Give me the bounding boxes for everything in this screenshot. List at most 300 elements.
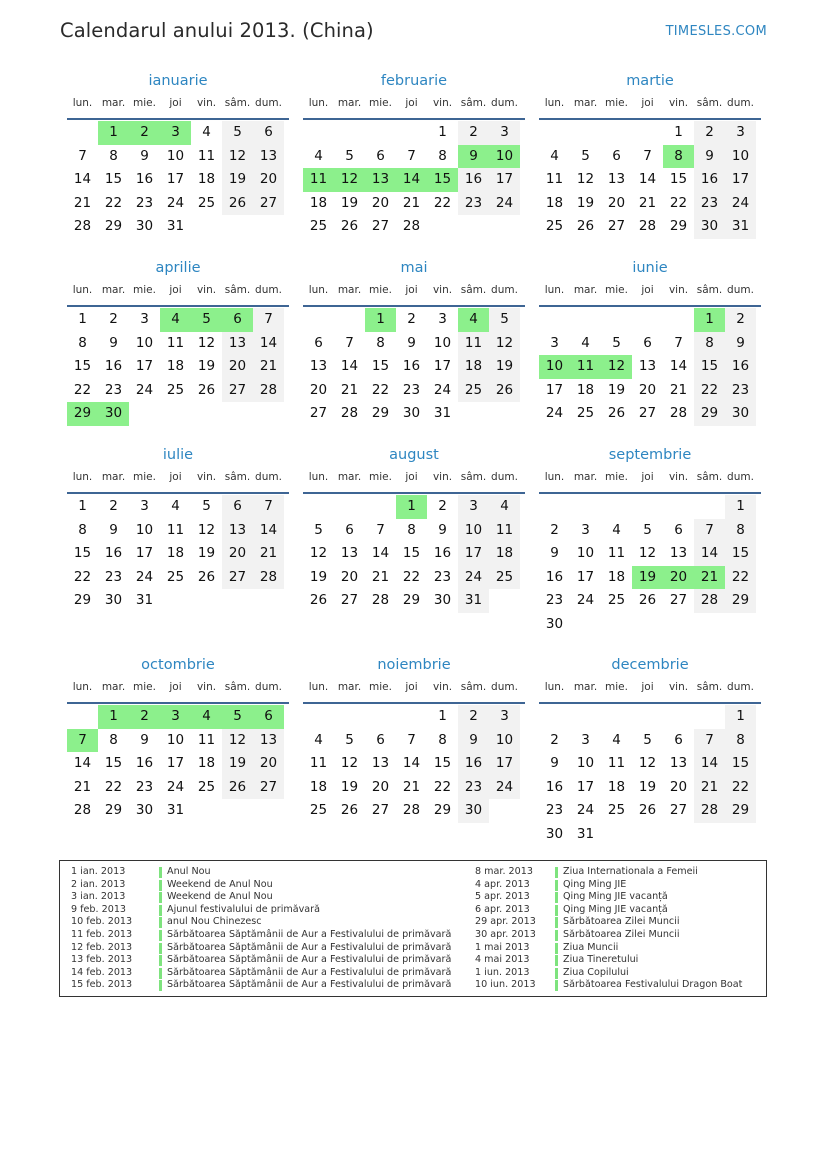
day-cell: 15: [371, 358, 390, 375]
day-cell: 9: [140, 147, 149, 164]
day-cell: 15: [725, 542, 756, 566]
day-cell: 26: [222, 776, 253, 800]
day-cell: 6: [222, 308, 253, 332]
day-cell: 2: [129, 705, 160, 729]
weekday-label: dum.: [255, 97, 282, 109]
day-cell: 24: [725, 192, 756, 216]
day-cell: 23: [725, 379, 756, 403]
day-cell: 11: [607, 755, 626, 772]
empty-cell: [601, 121, 632, 145]
day-cell: 4: [458, 308, 489, 332]
legend-marker: [159, 955, 162, 966]
day-cell: 7: [376, 521, 385, 538]
empty-cell: [601, 705, 632, 729]
day-cell: 18: [309, 778, 328, 795]
weekday-header: [303, 681, 525, 704]
weekday-label: lun.: [544, 471, 565, 483]
day-cell: 18: [166, 358, 185, 375]
day-cell: 31: [166, 802, 185, 819]
day-cell: 18: [458, 355, 489, 379]
empty-cell: [539, 121, 570, 145]
month-decembrie: [539, 657, 761, 847]
empty-cell: [67, 705, 98, 729]
legend-marker: [159, 880, 162, 891]
weekday-label: mar.: [573, 97, 598, 109]
legend-date: 11 feb. 2013: [71, 928, 133, 940]
day-cell: 5: [489, 308, 520, 332]
day-cell: 7: [694, 519, 725, 543]
legend-date: 30 apr. 2013: [475, 928, 536, 940]
day-cell: 4: [314, 731, 323, 748]
day-cell: 21: [73, 778, 92, 795]
day-cell: 29: [725, 799, 756, 823]
legend-holiday-name: Ziua Copilului: [563, 966, 629, 978]
day-grid: [67, 494, 284, 613]
day-cell: 8: [438, 147, 447, 164]
day-cell: 19: [222, 752, 253, 776]
day-cell: 8: [438, 731, 447, 748]
weekday-header: [539, 97, 761, 120]
legend-date: 12 feb. 2013: [71, 941, 133, 953]
day-cell: 21: [638, 194, 657, 211]
day-cell: 3: [458, 495, 489, 519]
day-cell: 6: [376, 731, 385, 748]
day-cell: 19: [638, 778, 657, 795]
day-cell: 21: [669, 381, 688, 398]
empty-cell: [67, 121, 98, 145]
day-cell: 12: [222, 729, 253, 753]
legend-date: 4 apr. 2013: [475, 878, 530, 890]
empty-cell: [334, 495, 365, 519]
day-cell: 1: [725, 495, 756, 519]
day-cell: 9: [109, 521, 118, 538]
day-cell: 8: [694, 332, 725, 356]
day-cell: 15: [725, 752, 756, 776]
day-cell: 11: [166, 334, 185, 351]
day-cell: 17: [135, 358, 154, 375]
day-cell: 16: [433, 545, 452, 562]
day-cell: 29: [402, 592, 421, 609]
day-cell: 5: [643, 521, 652, 538]
day-cell: 30: [458, 799, 489, 823]
day-cell: 3: [160, 705, 191, 729]
day-cell: 18: [489, 542, 520, 566]
day-cell: 8: [109, 147, 118, 164]
legend-marker: [555, 980, 558, 991]
day-cell: 13: [669, 545, 688, 562]
day-cell: 21: [340, 381, 359, 398]
day-cell: 30: [545, 615, 564, 632]
day-cell: 2: [129, 121, 160, 145]
month-name: iunie: [632, 260, 668, 276]
empty-cell: [570, 308, 601, 332]
empty-cell: [539, 308, 570, 332]
day-cell: 6: [643, 334, 652, 351]
day-cell: 3: [550, 334, 559, 351]
day-cell: 28: [669, 405, 688, 422]
weekday-label: dum.: [255, 284, 282, 296]
day-cell: 11: [166, 521, 185, 538]
weekday-label: mie.: [605, 471, 628, 483]
day-cell: 24: [576, 802, 595, 819]
day-cell: 19: [340, 194, 359, 211]
weekday-label: vin.: [432, 284, 453, 296]
day-cell: 25: [166, 381, 185, 398]
weekday-header: [539, 284, 761, 307]
weekday-label: lun.: [308, 471, 329, 483]
weekday-header: [67, 681, 289, 704]
weekday-label: mar.: [337, 681, 362, 693]
day-cell: 15: [104, 755, 123, 772]
day-cell: 31: [458, 589, 489, 613]
day-cell: 31: [135, 592, 154, 609]
weekday-label: sâm.: [460, 97, 487, 109]
day-cell: 22: [725, 566, 756, 590]
day-cell: 8: [78, 334, 87, 351]
day-cell: 12: [197, 521, 216, 538]
day-cell: 18: [607, 568, 626, 585]
site-link[interactable]: TIMESLES.COM: [665, 24, 767, 39]
weekday-label: mar.: [573, 284, 598, 296]
day-cell: 16: [104, 545, 123, 562]
day-cell: 20: [371, 778, 390, 795]
day-cell: 27: [371, 802, 390, 819]
day-cell: 7: [345, 334, 354, 351]
weekday-label: vin.: [668, 97, 689, 109]
day-cell: 7: [67, 729, 98, 753]
weekday-label: dum.: [491, 284, 518, 296]
day-cell: 25: [309, 218, 328, 235]
weekday-label: lun.: [308, 97, 329, 109]
weekday-label: dum.: [255, 681, 282, 693]
day-cell: 25: [197, 778, 216, 795]
legend-holiday-name: Ziua Tineretului: [563, 954, 639, 966]
day-cell: 27: [222, 379, 253, 403]
day-cell: 4: [160, 308, 191, 332]
legend-marker: [555, 917, 558, 928]
day-cell: 30: [694, 215, 725, 239]
legend-holiday-name: Sărbătoarea Săptămânii de Aur a Festivalului de primăvară: [167, 954, 452, 966]
legend-marker: [555, 930, 558, 941]
day-cell: 26: [638, 802, 657, 819]
day-cell: 4: [171, 498, 180, 514]
day-cell: 17: [576, 778, 595, 795]
day-cell: 26: [197, 568, 216, 585]
day-cell: 15: [427, 168, 458, 192]
day-cell: 16: [135, 755, 154, 772]
day-cell: 27: [607, 218, 626, 235]
weekday-label: lun.: [544, 284, 565, 296]
day-cell: 22: [104, 194, 123, 211]
day-cell: 30: [104, 592, 123, 609]
day-cell: 9: [550, 545, 559, 562]
day-cell: 14: [253, 519, 284, 543]
day-cell: 19: [489, 355, 520, 379]
legend-holiday-name: Sărbătoarea Săptămânii de Aur a Festivalului de primăvară: [167, 966, 452, 978]
legend-date: 5 apr. 2013: [475, 891, 530, 903]
weekday-label: mie.: [133, 471, 156, 483]
weekday-label: sâm.: [224, 284, 251, 296]
empty-cell: [396, 121, 427, 145]
day-grid: [303, 494, 520, 613]
day-cell: 27: [253, 192, 284, 216]
day-cell: 17: [725, 168, 756, 192]
month-name: aprilie: [155, 260, 201, 276]
weekday-header: [539, 681, 761, 704]
day-cell: 1: [438, 708, 447, 724]
day-cell: 10: [489, 145, 520, 169]
day-cell: 10: [166, 147, 185, 164]
legend-marker: [555, 905, 558, 916]
day-cell: 20: [253, 752, 284, 776]
legend-marker: [555, 867, 558, 878]
day-cell: 25: [576, 405, 595, 422]
day-cell: 11: [458, 332, 489, 356]
legend-date: 8 mar. 2013: [475, 866, 533, 877]
legend-marker: [159, 892, 162, 903]
weekday-label: dum.: [727, 97, 754, 109]
day-cell: 5: [202, 498, 211, 514]
month-name: august: [389, 447, 439, 463]
day-cell: 14: [638, 171, 657, 188]
day-cell: 8: [407, 521, 416, 538]
month-name: mai: [400, 260, 428, 276]
day-cell: 28: [694, 799, 725, 823]
day-cell: 19: [607, 381, 626, 398]
day-cell: 2: [407, 311, 416, 327]
weekday-label: vin.: [668, 284, 689, 296]
day-cell: 5: [345, 147, 354, 164]
weekday-header: [67, 97, 289, 120]
day-cell: 17: [458, 542, 489, 566]
day-cell: 15: [694, 355, 725, 379]
day-cell: 22: [433, 194, 452, 211]
day-cell: 4: [612, 521, 621, 538]
day-cell: 2: [725, 308, 756, 332]
empty-cell: [570, 495, 601, 519]
weekday-label: vin.: [668, 471, 689, 483]
day-grid: [303, 704, 520, 823]
day-cell: 3: [140, 498, 149, 514]
day-cell: 10: [576, 755, 595, 772]
day-cell: 21: [73, 194, 92, 211]
day-cell: 25: [458, 379, 489, 403]
day-cell: 26: [489, 379, 520, 403]
day-cell: 5: [581, 147, 590, 164]
day-cell: 29: [433, 802, 452, 819]
empty-cell: [303, 308, 334, 332]
day-cell: 28: [253, 566, 284, 590]
day-cell: 2: [109, 498, 118, 514]
day-cell: 16: [694, 168, 725, 192]
legend-holiday-name: Ziua Muncii: [563, 941, 619, 953]
weekday-label: vin.: [196, 97, 217, 109]
day-cell: 1: [674, 124, 683, 140]
weekday-label: lun.: [72, 471, 93, 483]
day-cell: 11: [197, 147, 216, 164]
day-cell: 24: [458, 566, 489, 590]
weekday-label: mar.: [101, 97, 126, 109]
day-grid: [539, 307, 756, 426]
weekday-label: sâm.: [224, 681, 251, 693]
empty-cell: [632, 121, 663, 145]
legend-date: 1 ian. 2013: [71, 866, 126, 877]
day-cell: 23: [458, 776, 489, 800]
weekday-label: mie.: [133, 284, 156, 296]
day-cell: 22: [402, 568, 421, 585]
month-name: noiembrie: [377, 657, 451, 673]
weekday-label: vin.: [196, 284, 217, 296]
weekday-label: lun.: [72, 284, 93, 296]
day-grid: [67, 120, 284, 239]
day-cell: 16: [458, 752, 489, 776]
day-cell: 26: [340, 218, 359, 235]
day-cell: 26: [309, 592, 328, 609]
day-grid: [539, 494, 756, 637]
day-cell: 9: [458, 145, 489, 169]
day-grid: [303, 307, 520, 426]
day-cell: 18: [197, 171, 216, 188]
day-cell: 1: [725, 705, 756, 729]
day-cell: 5: [612, 334, 621, 351]
day-grid: [67, 704, 284, 823]
weekday-label: mar.: [101, 471, 126, 483]
legend-marker: [159, 930, 162, 941]
day-cell: 24: [489, 776, 520, 800]
day-cell: 11: [303, 168, 334, 192]
day-cell: 24: [433, 381, 452, 398]
day-cell: 21: [402, 778, 421, 795]
day-cell: 20: [607, 194, 626, 211]
legend-date: 1 mai 2013: [475, 941, 530, 953]
empty-cell: [303, 121, 334, 145]
day-cell: 3: [438, 311, 447, 327]
day-cell: 12: [340, 755, 359, 772]
day-cell: 11: [489, 519, 520, 543]
day-cell: 12: [197, 334, 216, 351]
empty-cell: [334, 705, 365, 729]
weekday-label: dum.: [727, 471, 754, 483]
day-cell: 19: [576, 194, 595, 211]
day-cell: 26: [638, 592, 657, 609]
day-cell: 22: [73, 568, 92, 585]
day-cell: 22: [371, 381, 390, 398]
weekday-label: sâm.: [224, 471, 251, 483]
legend-holiday-name: Sărbătoarea Zilei Muncii: [563, 916, 680, 928]
day-cell: 31: [725, 215, 756, 239]
day-cell: 13: [222, 519, 253, 543]
month-name: ianuarie: [148, 73, 208, 89]
day-cell: 12: [489, 332, 520, 356]
weekday-label: lun.: [544, 681, 565, 693]
day-cell: 27: [669, 802, 688, 819]
day-cell: 2: [550, 731, 559, 748]
weekday-label: vin.: [432, 681, 453, 693]
day-cell: 1: [78, 311, 87, 327]
weekday-label: vin.: [196, 471, 217, 483]
day-cell: 19: [197, 545, 216, 562]
day-cell: 9: [140, 731, 149, 748]
weekday-label: dum.: [727, 284, 754, 296]
legend-marker: [555, 955, 558, 966]
weekday-label: vin.: [196, 681, 217, 693]
weekday-label: joi: [641, 471, 654, 483]
weekday-label: mar.: [573, 681, 598, 693]
day-cell: 20: [669, 778, 688, 795]
weekday-label: mar.: [337, 284, 362, 296]
day-cell: 25: [545, 218, 564, 235]
empty-cell: [694, 495, 725, 519]
legend-holiday-name: Weekend de Anul Nou: [167, 891, 273, 903]
empty-cell: [396, 705, 427, 729]
day-cell: 16: [135, 171, 154, 188]
day-cell: 1: [365, 308, 396, 332]
legend-holiday-name: Qing Ming JIE vacanță: [563, 891, 668, 903]
day-cell: 2: [109, 311, 118, 327]
day-cell: 4: [612, 731, 621, 748]
legend-date: 4 mai 2013: [475, 954, 530, 966]
day-cell: 27: [253, 776, 284, 800]
weekday-label: joi: [405, 681, 418, 693]
month-noiembrie: [303, 657, 525, 823]
holiday-legend: [59, 860, 767, 997]
day-cell: 8: [78, 521, 87, 538]
day-cell: 22: [73, 381, 92, 398]
day-cell: 1: [98, 121, 129, 145]
day-cell: 1: [98, 705, 129, 729]
day-cell: 29: [104, 802, 123, 819]
day-cell: 23: [135, 778, 154, 795]
legend-holiday-name: Ziua Internationala a Femeii: [563, 866, 698, 877]
day-cell: 1: [438, 124, 447, 140]
legend-holiday-name: Sărbătoarea Festivalului Dragon Boat: [563, 979, 743, 991]
day-cell: 23: [135, 194, 154, 211]
weekday-label: joi: [169, 681, 182, 693]
day-cell: 15: [73, 545, 92, 562]
day-cell: 10: [458, 519, 489, 543]
day-cell: 26: [222, 192, 253, 216]
day-cell: 6: [345, 521, 354, 538]
month-name: decembrie: [611, 657, 689, 673]
day-cell: 1: [396, 495, 427, 519]
weekday-label: mie.: [369, 681, 392, 693]
day-cell: 13: [607, 171, 626, 188]
day-cell: 10: [135, 334, 154, 351]
day-cell: 21: [402, 194, 421, 211]
day-cell: 20: [253, 168, 284, 192]
day-cell: 1: [78, 498, 87, 514]
day-cell: 13: [669, 755, 688, 772]
day-cell: 28: [694, 589, 725, 613]
empty-cell: [663, 495, 694, 519]
weekday-header: [303, 471, 525, 494]
weekday-label: dum.: [491, 681, 518, 693]
day-cell: 20: [638, 381, 657, 398]
legend-date: 10 iun. 2013: [475, 979, 536, 991]
day-cell: 5: [314, 521, 323, 538]
day-cell: 29: [694, 402, 725, 426]
day-cell: 29: [73, 592, 92, 609]
day-cell: 2: [458, 121, 489, 145]
legend-marker: [555, 892, 558, 903]
day-cell: 24: [489, 192, 520, 216]
day-cell: 10: [433, 334, 452, 351]
weekday-label: dum.: [491, 97, 518, 109]
day-cell: 14: [340, 358, 359, 375]
day-cell: 18: [576, 381, 595, 398]
day-cell: 11: [197, 731, 216, 748]
day-cell: 24: [576, 592, 595, 609]
